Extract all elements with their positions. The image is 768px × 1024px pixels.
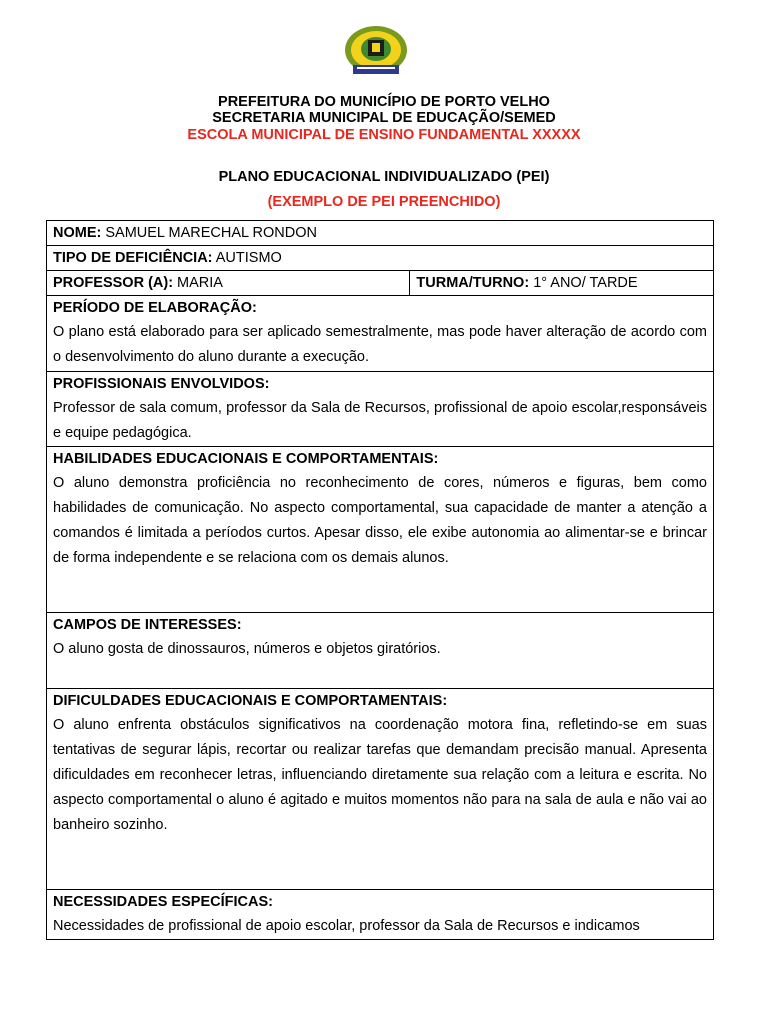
document-subtitle: (EXEMPLO DE PEI PREENCHIDO) bbox=[267, 194, 501, 210]
periodo-text: O plano está elaborado para ser aplicado semestralmente, mas pode haver alteração de acordo com o desenvolvimento do aluno durante a execução. bbox=[53, 324, 707, 365]
nome-value: SAMUEL MARECHAL RONDON bbox=[101, 225, 317, 241]
dificuldades-text: O aluno enfrenta obstáculos significativos na coordenação motora fina, refletindo-se em suas tentativas de segurar lápis, recortar ou realizar tarefas que demandam precisão manual. Apresenta dificuldades em reconhecer letras, influenciando diretamente sua relação com a leitura e escrita. No aspecto comportamental o aluno é agitado e muitos momentos não para na sala de aula e não vai ao banheiro sozinho. bbox=[53, 717, 707, 833]
profissionais-label: PROFISSIONAIS ENVOLVIDOS: bbox=[53, 376, 270, 392]
nome-label: NOME: bbox=[53, 225, 102, 241]
periodo-label: PERÍODO DE ELABORAÇÃO: bbox=[53, 300, 257, 316]
habilidades-label: HABILIDADES EDUCACIONAIS E COMPORTAMENTAIS: bbox=[53, 451, 439, 467]
row-necessidades bbox=[47, 890, 714, 940]
professor-label: PROFESSOR (A): bbox=[53, 275, 174, 291]
necessidades-label: NECESSIDADES ESPECÍFICAS: bbox=[53, 894, 273, 910]
row-professor-turma bbox=[47, 271, 714, 296]
campos-label: CAMPOS DE INTERESSES: bbox=[53, 617, 242, 633]
row-nome bbox=[47, 221, 714, 246]
row-deficiencia bbox=[47, 246, 714, 271]
pei-form-table bbox=[46, 220, 714, 940]
row-profissionais bbox=[47, 372, 714, 447]
escola-heading: ESCOLA MUNICIPAL DE ENSINO FUNDAMENTAL XXXXX bbox=[187, 127, 581, 143]
row-habilidades bbox=[47, 447, 714, 613]
row-campos bbox=[47, 613, 714, 689]
secretaria-heading: SECRETARIA MUNICIPAL DE EDUCAÇÃO/SEMED bbox=[212, 110, 556, 126]
row-dificuldades bbox=[47, 689, 714, 890]
campos-text: O aluno gosta de dinossauros, números e objetos giratórios. bbox=[53, 641, 441, 657]
necessidades-text: Necessidades de profissional de apoio escolar, professor da Sala de Recursos e indicamos bbox=[53, 918, 640, 934]
professor-value: MARIA bbox=[173, 275, 223, 291]
row-periodo bbox=[47, 296, 714, 372]
prefeitura-heading: PREFEITURA DO MUNICÍPIO DE PORTO VELHO bbox=[218, 94, 550, 110]
dificuldades-label: DIFICULDADES EDUCACIONAIS E COMPORTAMENTAIS: bbox=[53, 693, 448, 709]
profissionais-text: Professor de sala comum, professor da Sala de Recursos, profissional de apoio escolar,responsáveis e equipe pedagógica. bbox=[53, 400, 707, 441]
document-title: PLANO EDUCACIONAL INDIVIDUALIZADO (PEI) bbox=[218, 169, 550, 185]
deficiencia-value: AUTISMO bbox=[212, 250, 282, 266]
habilidades-text: O aluno demonstra proficiência no reconhecimento de cores, números e figuras, bem como habilidades de comunicação. No aspecto comportamental, sua capacidade de manter a atenção a comandos é limitada a períodos curtos. Apesar disso, ele exibe autonomia ao alimentar-se e brincar de forma independente e se relaciona com os demais alunos. bbox=[53, 475, 707, 566]
turma-value: 1° ANO/ TARDE bbox=[529, 275, 638, 291]
municipal-seal-logo bbox=[343, 25, 409, 79]
deficiencia-label: TIPO DE DEFICIÊNCIA: bbox=[53, 250, 213, 266]
turma-label: TURMA/TURNO: bbox=[416, 275, 530, 291]
